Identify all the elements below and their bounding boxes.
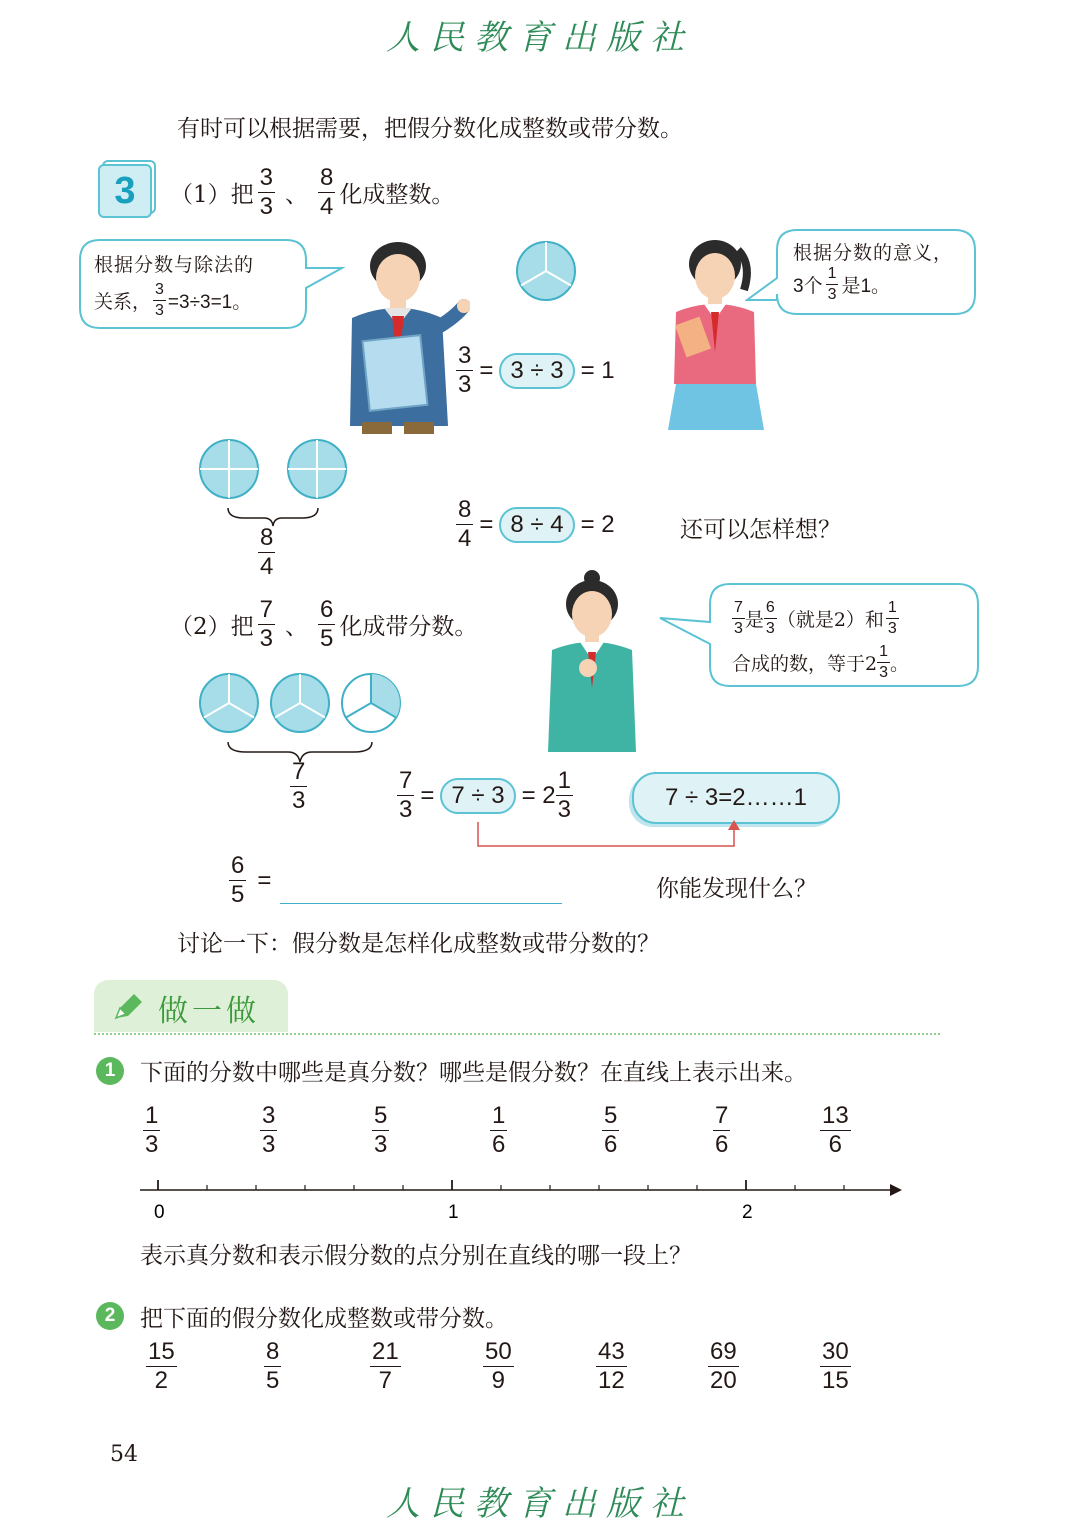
part1-suffix: 化成整数。 (339, 182, 455, 208)
equation-7-3: $\frac{7}{3}$ = 7 ÷ 3 = 2 $\frac{1}{3}$ (399, 767, 571, 823)
fraction-3-3: $\frac{3}{3}$ (262, 1102, 276, 1158)
girl-figure-right (660, 234, 770, 434)
practice-divider (94, 1033, 940, 1035)
practice-header (94, 980, 288, 1032)
axis-label-1: 1 (448, 1202, 459, 1223)
axis-arrow (890, 1184, 902, 1196)
fraction-1-6: $\frac{1}{6}$ (492, 1102, 506, 1158)
boy-figure (330, 236, 470, 436)
part2-heading: （2）把 $\frac{7}{3}$ 、 $\frac{6}{5}$ 化成带分数。 (170, 596, 478, 652)
fraction-50-9: $\frac{50}{9}$ (485, 1338, 512, 1394)
example-number: 3 (98, 164, 152, 218)
part1-prefix: （1）把 (170, 182, 254, 208)
fraction-43-12: $\frac{43}{12}$ (598, 1338, 625, 1394)
fraction-5-3: $\frac{5}{3}$ (374, 1102, 388, 1158)
bubble-girl-line1: $\frac{7}{3}$ 是 $\frac{6}{3}$ （就是2）和 $\frac{1}{3}$ (734, 599, 897, 637)
separator: 、 (285, 182, 308, 208)
intro-text: 有时可以根据需要，把假分数化成整数或带分数。 (177, 116, 683, 142)
axis-label-0: 0 (154, 1202, 165, 1223)
answer-blank-line[interactable] (280, 903, 562, 904)
fraction-21-7: $\frac{21}{7}$ (372, 1338, 399, 1394)
fraction-15-2: $\frac{15}{2}$ (148, 1338, 175, 1394)
number-line (130, 1176, 910, 1232)
bubble-left-line1: 根据分数与除法的 (94, 254, 255, 276)
q1-fraction-row (140, 1104, 880, 1164)
girl-figure-middle (540, 568, 640, 754)
discuss-text: 讨论一下：假分数是怎样化成整数或带分数的？ (177, 931, 660, 957)
page-number: 54 (110, 1442, 138, 1467)
question-2-badge: 2 (96, 1302, 124, 1330)
q2-fraction-row (140, 1340, 880, 1400)
equation-8-4: $\frac{8}{4}$ = 8 ÷ 4 = 2 (458, 496, 615, 552)
circle-thirds-full (515, 240, 577, 302)
pencil-icon (112, 992, 144, 1022)
question-2-text: 把下面的假分数化成整数或带分数。 (140, 1306, 508, 1332)
fraction-7-3: $\frac{7}{3}$ (259, 596, 273, 652)
circles-quarters (198, 438, 350, 530)
fraction-5-6: $\frac{5}{6}$ (604, 1102, 618, 1158)
fraction-8-5: $\frac{8}{5}$ (266, 1338, 280, 1394)
remainder-box: 7 ÷ 3=2……1 (632, 772, 840, 824)
practice-title: 做一做 (158, 994, 260, 1029)
part1-heading (170, 166, 454, 219)
speech-bubble-girl (658, 582, 980, 688)
publisher-watermark-bottom: 人民教育出版社 (386, 1484, 694, 1524)
equation-3-3: $\frac{3}{3}$ = 3 ÷ 3 = 1 (458, 342, 615, 398)
axis-label-2: 2 (742, 1202, 753, 1223)
fraction-30-15: $\frac{30}{15}$ (822, 1338, 849, 1394)
circle-third-a (200, 674, 258, 732)
division-pill-7-3: 7 ÷ 3 (440, 778, 515, 814)
equation-6-5: $\frac{6}{5}$ = (231, 852, 272, 908)
division-pill-8-4: 8 ÷ 4 (499, 507, 574, 543)
think-prompt: 还可以怎样想？ (680, 517, 841, 543)
bubble-girl-line2: 合成的数，等于2 $\frac{1}{3}$ 。 (732, 643, 910, 681)
fraction-1-3: $\frac{1}{3}$ (145, 1102, 159, 1158)
question-1-followup: 表示真分数和表示假分数的点分别在直线的哪一段上？ (140, 1243, 692, 1269)
fraction-8-4: $\frac{8}{4}$ (320, 164, 334, 220)
bubble-right-line2: 3个 $\frac{1}{3}$ 是1。 (793, 265, 891, 303)
question-1-text: 下面的分数中哪些是真分数？哪些是假分数？在直线上表示出来。 (140, 1060, 807, 1086)
circles-thirds (198, 672, 404, 766)
example-number-badge (98, 160, 152, 214)
bubble-left-line2: 关系， $\frac{3}{3}$ =3÷3=1。 (94, 281, 252, 319)
fraction-13-6: $\frac{13}{6}$ (822, 1102, 849, 1158)
brace-label-8-4: $\frac{8}{4}$ (260, 524, 274, 580)
division-pill-3-3: 3 ÷ 3 (499, 353, 574, 389)
find-prompt: 你能发现什么？ (656, 876, 817, 902)
publisher-watermark-top: 人民教育出版社 (386, 18, 694, 58)
connector-arrow (470, 818, 750, 852)
fraction-6-5: $\frac{6}{5}$ (320, 596, 334, 652)
question-1-badge: 1 (96, 1057, 124, 1085)
speech-bubble-right (745, 228, 977, 316)
fraction-69-20: $\frac{69}{20}$ (710, 1338, 737, 1394)
bubble-right-line1: 根据分数的意义， (793, 242, 954, 264)
brace-label-7-3: $\frac{7}{3}$ (292, 758, 306, 814)
fraction-3-3: $\frac{3}{3}$ (259, 164, 273, 220)
fraction-7-6: $\frac{7}{6}$ (715, 1102, 729, 1158)
